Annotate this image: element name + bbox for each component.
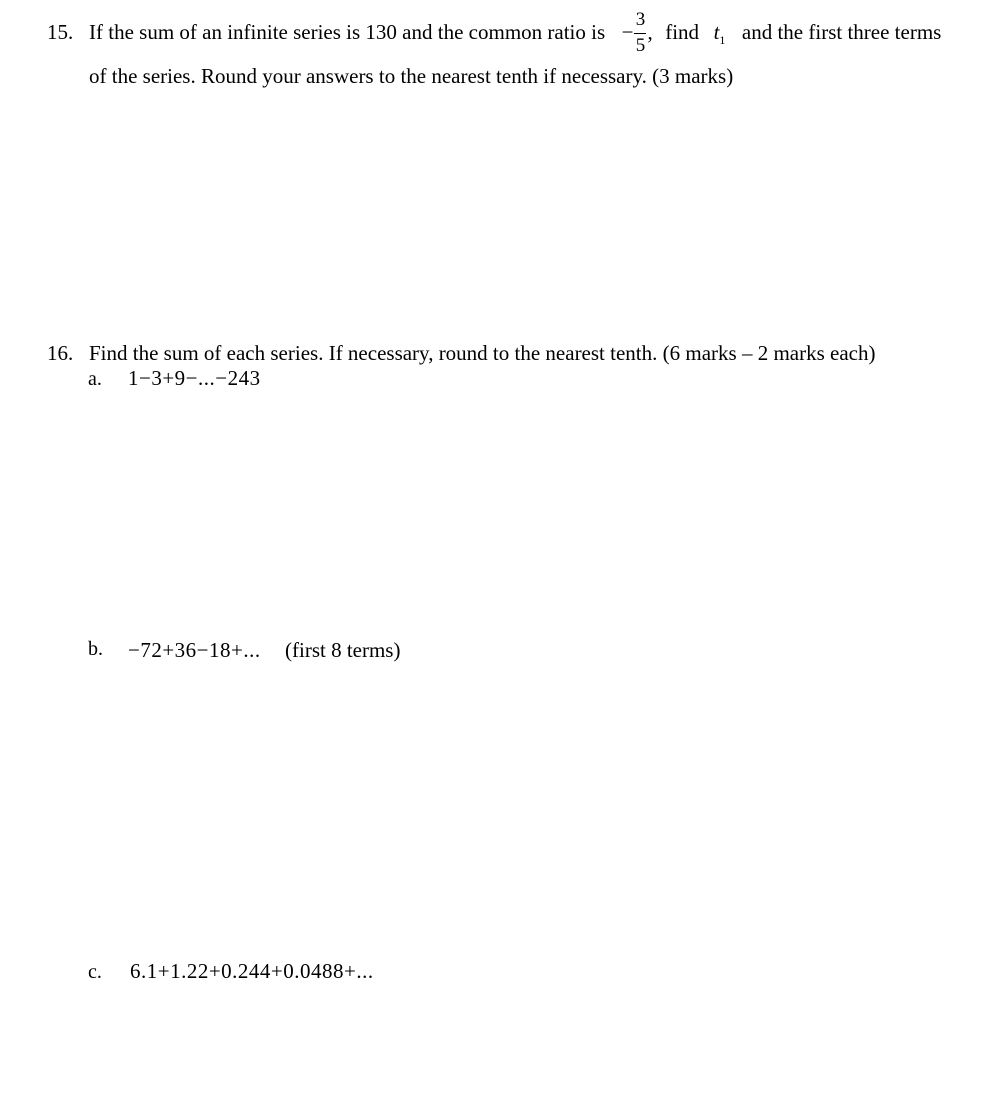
- question-15-text-find: find: [665, 20, 700, 44]
- question-15-line-2: of the series. Round your answers to the nearest tenth if necessary. (3 marks): [89, 64, 734, 88]
- question-15-number: 15.: [47, 20, 74, 44]
- t-subscript: 1: [719, 33, 726, 47]
- question-16-prompt: Find the sum of each series. If necessary, round to the nearest tenth. (6 marks – 2 marks each): [89, 341, 876, 365]
- ratio-numerator: 3: [635, 9, 646, 31]
- ratio-comma: ,: [647, 20, 653, 44]
- question-15-text-after-t: and the first three terms: [741, 20, 942, 44]
- ratio-sign: −: [621, 20, 634, 44]
- question-15-line-1: [89, 8, 941, 56]
- part-b-expression: −72+36−18+...: [128, 638, 261, 662]
- part-a-label: a.: [88, 368, 102, 390]
- part-c-expression: 6.1+1.22+0.244+0.0488+...: [130, 959, 374, 983]
- part-a-expression: 1−3+9−...−243: [128, 366, 261, 390]
- part-b-label: b.: [88, 638, 103, 660]
- part-c-label: c.: [88, 961, 102, 983]
- question-15-text-before-ratio: If the sum of an infinite series is 130 and the common ratio is: [89, 20, 606, 44]
- part-b-note: (first 8 terms): [285, 638, 401, 662]
- ratio-fraction: [633, 10, 647, 58]
- question-16-number: 16.: [47, 341, 74, 365]
- fraction-bar: [634, 33, 646, 34]
- ratio-denominator: 5: [635, 35, 646, 57]
- t-variable: t: [713, 20, 720, 44]
